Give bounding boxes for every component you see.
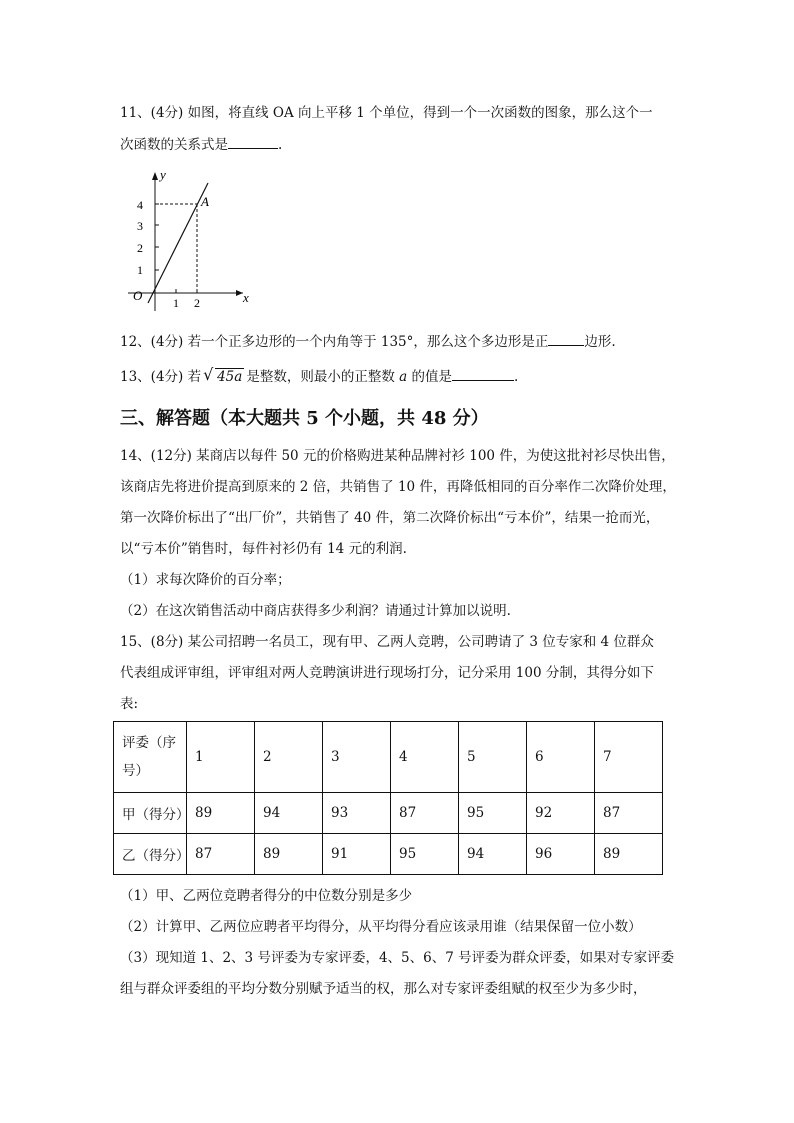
x-tick-label-1: 1 bbox=[173, 296, 179, 310]
table-header-row bbox=[114, 722, 663, 793]
score-cell: 89 bbox=[255, 834, 323, 875]
header-judge-line2: 号） bbox=[122, 763, 149, 779]
q12-text: 12、(4分) 若一个正多边形的一个内角等于 135°，那么这个多边形是正 bbox=[120, 334, 549, 350]
score-cell: 87 bbox=[187, 834, 255, 875]
q11-line2-end: . bbox=[278, 137, 283, 153]
q15-sub3-line1: （3）现知道 1、2、3 号评委为专家评委，4、5、6、7 号评委为群众评委，如果对专家评委 bbox=[120, 950, 675, 966]
linear-function-graph bbox=[128, 166, 258, 311]
q11-line1: 11、(4分) 如图，将直线 OA 向上平移 1 个单位，得到一个一次函数的图象，那么这个一 bbox=[120, 105, 653, 121]
header-judge-cell bbox=[114, 722, 187, 793]
q14-line4: 以“亏本价”销售时，每件衬衫仍有 14 元的利润. bbox=[120, 541, 407, 557]
score-cell: 93 bbox=[323, 793, 391, 834]
q13-text-mid: 是整数，则最小的正整数 bbox=[246, 369, 395, 385]
q12-end: 边形. bbox=[584, 334, 616, 350]
q14-line3: 第一次降价标出了“出厂价”，共销售了 40 件，第二次降价标出“亏本价”，结果一抢而光， bbox=[120, 510, 660, 526]
q11-answer-blank bbox=[228, 134, 278, 149]
table-row bbox=[114, 834, 663, 875]
y-axis-arrow-icon bbox=[152, 172, 158, 180]
score-cell: 94 bbox=[255, 793, 323, 834]
q14-line1: 14、(12分) 某商店以每件 50 元的价格购进某种品牌衬衫 100 件，为使这批衬衫尽快出售， bbox=[120, 448, 675, 464]
y-tick-label-4: 4 bbox=[137, 198, 143, 212]
judge-number: 5 bbox=[459, 722, 527, 793]
score-cell: 94 bbox=[459, 834, 527, 875]
score-cell: 91 bbox=[323, 834, 391, 875]
q15-sub3-line2: 组与群众评委组的平均分数分别赋予适当的权，那么对专家评委组赋的权至少为多少时， bbox=[120, 981, 647, 997]
score-cell: 96 bbox=[527, 834, 595, 875]
score-cell: 95 bbox=[459, 793, 527, 834]
x-axis-arrow-icon bbox=[236, 290, 243, 296]
q15-sub2: （2）计算甲、乙两位应聘者平均得分，从平均得分看应该录用谁（结果保留一位小数） bbox=[120, 919, 642, 935]
judge-number: 4 bbox=[391, 722, 459, 793]
q14-sub1: （1）求每次降价的百分率； bbox=[120, 572, 291, 588]
row-label: 甲（得分） bbox=[114, 793, 187, 834]
q13-text: 13、(4分) 若 bbox=[120, 369, 202, 385]
line-oa bbox=[148, 183, 208, 303]
score-table bbox=[113, 721, 663, 875]
q15-line2: 代表组成评审组，评审组对两人竞聘演讲进行现场打分，记分采用 100 分制，其得分如下 bbox=[120, 665, 654, 681]
score-cell: 92 bbox=[527, 793, 595, 834]
judge-number: 6 bbox=[527, 722, 595, 793]
origin-label: O bbox=[133, 288, 143, 303]
q13-line bbox=[120, 366, 518, 387]
q12-line bbox=[120, 331, 616, 352]
judge-number: 1 bbox=[187, 722, 255, 793]
header-judge-line1: 评委（序 bbox=[122, 735, 176, 751]
section-heading: 三、解答题（本大题共 5 个小题，共 48 分） bbox=[120, 408, 489, 429]
sqrt-icon: √ bbox=[203, 365, 214, 384]
q15-line3: 表: bbox=[120, 696, 139, 712]
score-cell: 89 bbox=[187, 793, 255, 834]
table-row bbox=[114, 793, 663, 834]
y-tick-label-1: 1 bbox=[137, 263, 143, 277]
q15-line1: 15、(8分) 某公司招聘一名员工，现有甲、乙两人竞聘，公司聘请了 3 位专家和 4 位群众 bbox=[120, 634, 654, 650]
row-label: 乙（得分） bbox=[114, 834, 187, 875]
q14-line2: 该商店先将进价提高到原来的 2 倍，共销售了 10 件，再降低相同的百分率作二次降价处理， bbox=[120, 479, 676, 495]
score-cell: 87 bbox=[595, 793, 663, 834]
q11-line2-text: 次函数的关系式是 bbox=[120, 137, 228, 153]
y-tick-label-2: 2 bbox=[137, 241, 143, 255]
q11-line2 bbox=[120, 134, 282, 155]
sqrt-radicand: 45a bbox=[217, 369, 243, 385]
q15-sub1: （1）甲、乙两位竞聘者得分的中位数分别是多少 bbox=[120, 888, 413, 904]
x-tick-label-2: 2 bbox=[194, 296, 200, 310]
judge-number: 2 bbox=[255, 722, 323, 793]
q12-answer-blank bbox=[548, 331, 584, 346]
x-axis-label: x bbox=[243, 290, 249, 305]
y-tick-label-3: 3 bbox=[137, 219, 143, 233]
y-axis-label: y bbox=[160, 167, 166, 182]
sqrt-expression bbox=[203, 367, 244, 387]
score-cell: 89 bbox=[595, 834, 663, 875]
point-a-label: A bbox=[201, 194, 209, 209]
q13-answer-blank bbox=[452, 366, 514, 381]
q13-variable: a bbox=[399, 369, 408, 385]
judge-number: 7 bbox=[595, 722, 663, 793]
judge-number: 3 bbox=[323, 722, 391, 793]
score-cell: 87 bbox=[391, 793, 459, 834]
q13-text-mid2: 的值是 bbox=[411, 369, 452, 385]
score-cell: 95 bbox=[391, 834, 459, 875]
q14-sub2: （2）在这次销售活动中商店获得多少利润？请通过计算加以说明. bbox=[120, 603, 511, 619]
q13-end: . bbox=[513, 369, 519, 385]
